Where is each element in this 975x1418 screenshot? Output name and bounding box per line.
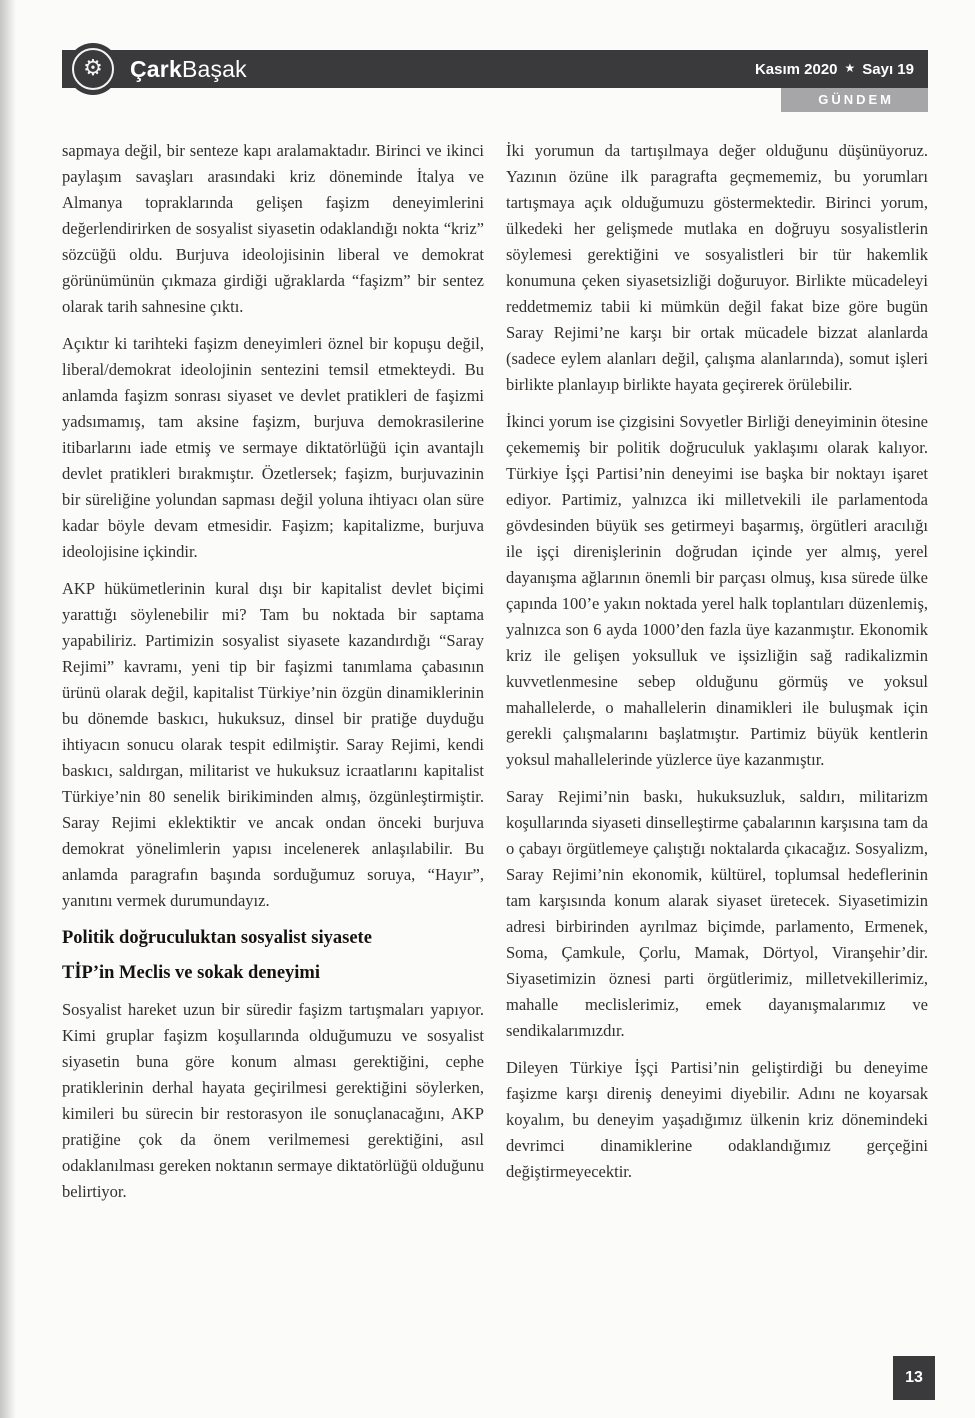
section-heading-line-2: TİP’in Meclis ve sokak deneyimi [62, 963, 320, 984]
paragraph: İkinci yorum ise çizgisini Sovyetler Birliği deneyiminin ötesine çekememiş bir politik doğruculuk yaklaşımı olarak kalıyor. Türkiye İşçi Partisi’nin deneyimi ise başka bir noktayı işaret ediyor. Partimiz, yalnızca iki milletvekili ile parlamentoda gövdesinden büyük ses getirmeyi başarmış, örgütleri aracılığı ile işçi direnişlerinin doğrudan içinde yer almış, yerel dayanışma ağlarının önemli bir parçası olmuş, kısa sürede ülke çapında 100’e yakın noktada yerel halk toplantıları düzenlemiş, yalnızca son 6 ayda 1000’den fazla üye kazanmıştır. Ekonomik kriz ile gelişen yoksulluk ve işsizliğin sağ radikalizmin kuvvetlenmesine sebep olduğunu görmüş ve yoksul mahallelerde, o mahallelerin dinamikleri ile buluşmak için gerekli çalışmalarını başlatmıştır. Partimiz büyük kentlerin yoksul mahallelerinde yüzlerce üye kazanmıştır. [506, 412, 928, 769]
paragraph: Saray Rejimi’nin baskı, hukuksuzluk, saldırı, militarizm koşullarında siyaseti dinselleştirme çabalarının karşısına tam da o çabayı örgütlemeye çalıştığı noktalarda çıkacağız. Sosyalizm, Saray Rejimi’nin ekonomik, kültürel, toplumsal hedeflerinin tam karşısında konum alarak siyaset üretecek. Siyasetimizin adresi birbirinden ayrılmaz biçimde, parlamento, Ermenek, Soma, Çamkule, Çorlu, Mamak, Dörtyol, Viranşehir’dir. Siyasetimizin öznesi parti örgütlerimiz, milletvekillerimiz, mahalle meclislerimiz, emek dayanışmalarımız ve sendikalarımızdır. [506, 787, 928, 1040]
paragraph: AKP hükümetlerinin kural dışı bir kapitalist devlet biçimi yarattığı söylenebilir mi? Tam bu noktada bir saptama yapabiliriz. Partimizin sosyalist siyasete kazandırdığı “Saray Rejimi” kavramı, yeni tip bir faşizmi tanımlama çabasının ürünü olarak değil, kapitalist Türkiye’nin özgün dinamiklerinin bu dönemde baskıcı, hukuksuz, dinsel bir pratiğe duyduğu ihtiyacın sonucu olarak tespit edilmiştir. Saray Rejimi, kendi baskıcı, saldırgan, militarist ve hukuksuz icraatlarını kapitalist Türkiye’nin 80 senelik birikiminden almış, özgünleştirmiştir. Saray Rejimi eklektiktir ve ancak ondan önceki burjuva demokrat yönelimlerin yapısı incelenerek anlaşılabilir. Bu anlamda paragrafın başında sorduğumuz soruya, “Hayır”, yanıtını vermek durumundayız. [62, 579, 484, 910]
publication-title-bold: Çark [130, 55, 182, 82]
publication-title-light: Başak [181, 55, 247, 82]
page-number: 13 [893, 1356, 935, 1400]
publication-title [130, 55, 247, 82]
article-body [62, 138, 928, 1216]
section-heading-line-1: Politik doğruculuktan sosyalist siyasete [62, 928, 372, 948]
tip-party-logo [67, 43, 119, 95]
left-column [62, 138, 484, 1216]
paragraph: Sosyalist hareket uzun bir süredir faşizm tartışmaları yapıyor. Kimi gruplar faşizm koşullarında olduğumuzu ve sosyalist siyasetin buna göre konum alması gerektiğini, cephe pratiklerinin derhal hayata geçirilmesi gerektiğini söylerken, kimileri bu sürecin bir restorasyon ile sonuçlanacağını, AKP pratiğine çok da önem verilmemesi gerektiğini, asıl odaklanılması gereken noktanın sermaye diktatörlüğü olduğunu belirtiyor. [62, 1000, 484, 1202]
right-column [506, 138, 928, 1216]
paragraph: İki yorumun da tartışılmaya değer olduğunu düşünüyoruz. Yazının özüne ilk paragrafta geçmememiz, bu yorumları tartışmaya açık olduğumuzu göstermektedir. Birinci yorum, ülkedeki her gelişmede mutlaka en doğruyu sosyalistlerin söylemesi gerektiğini ve sosyalistleri bir tür hakemlik konumuna çeken siyasetsizliği doğuruyor. Birlikte mücadeleyi reddetmemiz tabii ki mümkün değil fakat bize göre bugün Saray Rejimi’ne karşı bir ortak mücadele bizzat alanlarda (sadece eylem alanları değil, çalışma alanlarında), somut işleri birlikte planlayıp birlikte hayata geçirerek örülebilir. [506, 141, 928, 394]
star-icon: ★ [844, 61, 856, 75]
gear-wheat-icon: ⚙ [83, 56, 103, 81]
logo-ring [72, 48, 114, 90]
page-left-edge-shadow [0, 0, 16, 1418]
section-badge: GÜNDEM [781, 88, 928, 112]
issue-date: Kasım 2020 [754, 60, 838, 78]
issue-info [755, 61, 914, 78]
paragraph: sapmaya değil, bir senteze kapı aralamaktadır. Birinci ve ikinci paylaşım savaşları arasındaki kriz döneminde İtalya ve Almanya topraklarında gelişen faşizm deneyimlerini değerlendirirken de sosyalist siyasetin odaklandığı nokta “kriz” sözcüğü oldu. Burjuva ideolojisinin liberal ve demokrat görünümünün çıkmaza girdiği uğraklarda “faşizm” bir sentez olarak tarih sahnesine çıktı. [62, 141, 484, 316]
paragraph: Açıktır ki tarihteki faşizm deneyimleri öznel bir kopuşu değil, liberal/demokrat ideolojinin sentezini temsil etmekteydi. Bu anlamda faşizm sonrası siyaset ve devlet pratikleri de faşizmi yadsımamış, tam aksine faşizm, burjuva demokrasilerine itibarlarını iade etmiş ve sermaye diktatörlüğü için avantajlı devlet pratikleri bırakmıştır. Özetlersek; faşizm, burjuvazinin bir süreliğine yolundan sapması değil yoluna ihtiyacı olan süre kadar böyle devam etmesidir. Faşizm; kapitalizme, burjuva ideolojisine içkindir. [62, 334, 484, 561]
paragraph: Dileyen Türkiye İşçi Partisi’nin geliştirdiği bu deneyime faşizme karşı direniş deneyimi diyebilir. Adını ne koyarsak koyalım, bu deneyim yaşadığımız ülkenin kriz dönemindeki devrimci dinamiklerine odaklandığımız gerçeğini değiştirmeyecektir. [506, 1058, 928, 1181]
section-badge-row [781, 88, 928, 112]
issue-number: Sayı 19 [862, 60, 914, 78]
masthead-bar [62, 50, 928, 88]
